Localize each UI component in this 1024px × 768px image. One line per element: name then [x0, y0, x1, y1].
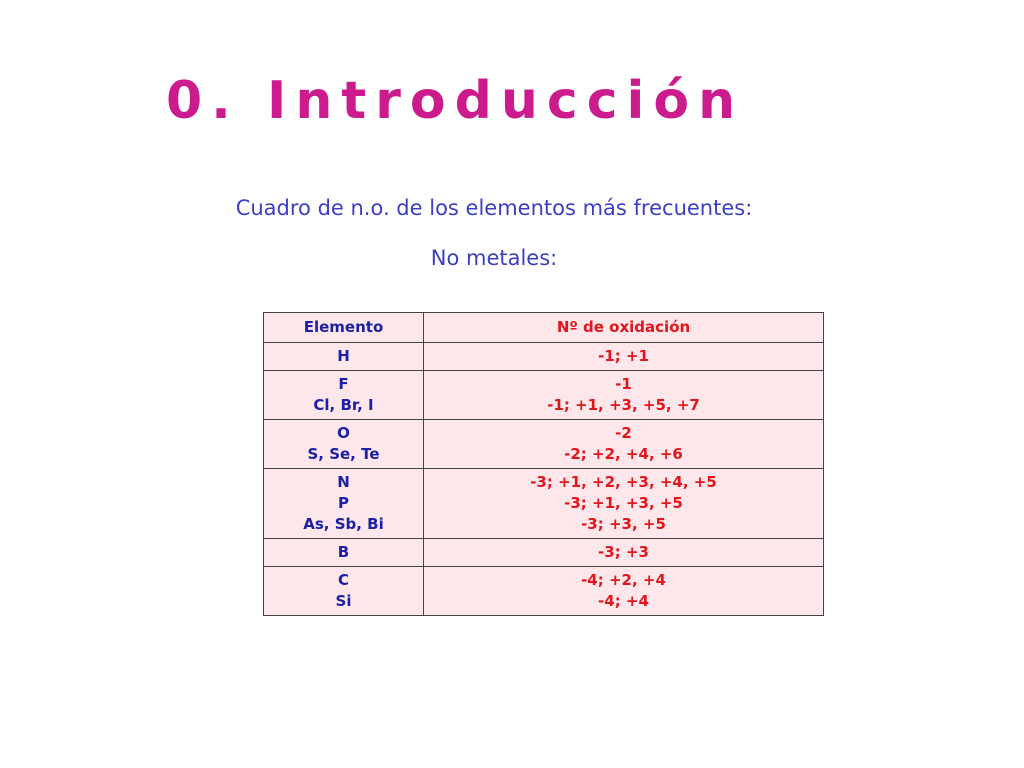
element-name: N	[337, 473, 350, 491]
element-name: H	[337, 347, 350, 365]
oxidation-cell	[424, 371, 824, 420]
element-name: Cl, Br, I	[313, 396, 374, 414]
element-name: Si	[335, 592, 352, 610]
element-name: O	[337, 424, 350, 442]
oxidation-values: -4; +2, +4	[581, 571, 666, 589]
oxidation-values: -1; +1	[598, 347, 649, 365]
column-header-oxidation: Nº de oxidación	[424, 313, 824, 343]
table-row	[264, 469, 824, 539]
element-cell	[264, 539, 424, 567]
element-name: B	[337, 543, 350, 561]
slide-title: 0. Introducción	[166, 71, 745, 131]
element-name: C	[337, 571, 349, 589]
oxidation-values: -2; +2, +4, +6	[564, 445, 683, 463]
oxidation-values: -1	[615, 375, 632, 393]
element-name: As, Sb, Bi	[303, 515, 384, 533]
column-header-element: Elemento	[264, 313, 424, 343]
table-body	[264, 343, 824, 616]
oxidation-values: -3; +3, +5	[581, 515, 666, 533]
element-name: P	[338, 494, 349, 512]
oxidation-cell	[424, 567, 824, 616]
oxidation-cell	[424, 469, 824, 539]
element-cell	[264, 567, 424, 616]
table-row	[264, 371, 824, 420]
oxidation-values: -2	[615, 424, 632, 442]
oxidation-values: -3; +1, +3, +5	[564, 494, 683, 512]
section-heading: No metales:	[430, 246, 558, 270]
table-row	[264, 420, 824, 469]
oxidation-cell	[424, 343, 824, 371]
oxidation-cell	[424, 420, 824, 469]
oxidation-values: -1; +1, +3, +5, +7	[547, 396, 700, 414]
element-cell	[264, 420, 424, 469]
table-row	[264, 567, 824, 616]
element-cell	[264, 469, 424, 539]
oxidation-values: -4; +4	[598, 592, 649, 610]
oxidation-number-table	[263, 312, 824, 616]
element-name: F	[338, 375, 349, 393]
element-cell	[264, 343, 424, 371]
element-name: S, Se, Te	[307, 445, 380, 463]
oxidation-values: -3; +1, +2, +3, +4, +5	[530, 473, 717, 491]
element-cell	[264, 371, 424, 420]
table-header-row	[264, 313, 824, 343]
oxidation-values: -3; +3	[598, 543, 649, 561]
table-row	[264, 539, 824, 567]
slide-subtitle: Cuadro de n.o. de los elementos más frecuentes:	[235, 196, 753, 220]
table-row	[264, 343, 824, 371]
oxidation-cell	[424, 539, 824, 567]
